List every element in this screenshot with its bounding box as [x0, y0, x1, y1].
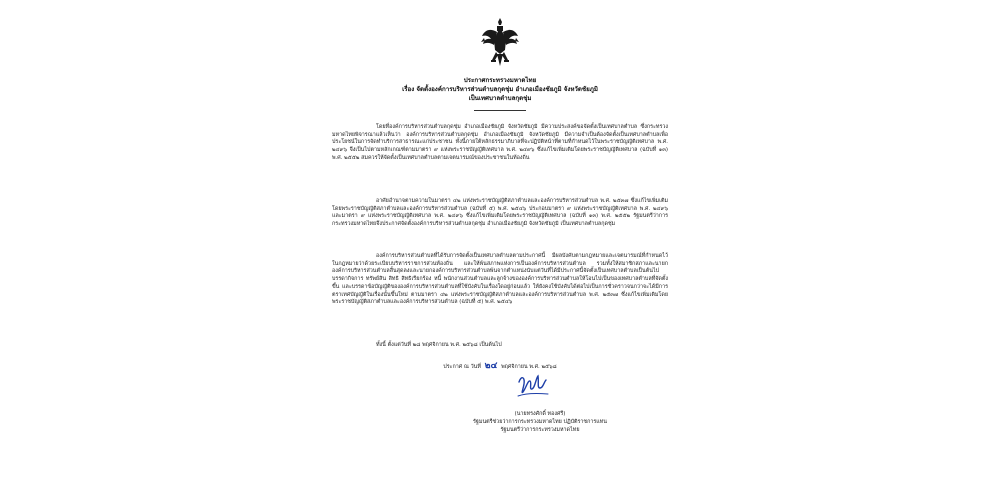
- signer-name: (นายทรงศักดิ์ ทองศรี): [514, 411, 566, 417]
- date-prefix: ประกาศ ณ วันที่: [443, 364, 481, 370]
- paragraph-2: อาศัยอำนาจตามความในมาตรา ๔๒ แห่งพระราชบัญญัติสภาตำบลและองค์การบริหารส่วนตำบล พ.ศ. ๒๕๓๗ ซึ่งแก้ไขเพิ่มเติมโดยพระราชบัญญัติสภาตำบลและองค์การบริหารส่วนตำบล (ฉบับที่ ๕) พ.ศ. ๒๕๔๖ ประกอบมาตรา ๙ แห่งพระราชบัญญัติเทศบาล พ.ศ. ๒๔๙๖ และมาตรา ๙ แห่งพระราชบัญญัติเทศบาล พ.ศ. ๒๔๙๖ ซึ่งแก้ไขเพิ่มเติมโดยพระราชบัญญัติเทศบาล (ฉบับที่ ๑๓) พ.ศ. ๒๕๕๒ รัฐมนตรีว่าการกระทรวงมหาดไทยจึงประกาศจัดตั้งองค์การบริหารส่วนตำบลกุดชุ่ม อำเภอเมืองชัยภูมิ จังหวัดชัยภูมิ เป็นเทศบาลตำบลกุดชุ่ม: [332, 198, 668, 228]
- announcement-title: [330, 76, 670, 103]
- header-line-1: ประกาศกระทรวงมหาดไทย: [463, 77, 537, 84]
- title-divider: [474, 110, 526, 111]
- paragraph-4: ทั้งนี้ ตั้งแต่วันที่ ๒๘ พฤศจิกายน พ.ศ. ๒๕๖๘ เป็นต้นไป: [376, 342, 502, 348]
- date-day-handwritten: ๒๔: [484, 361, 498, 371]
- handwritten-signature: [516, 372, 550, 400]
- paragraph-1: โดยที่องค์การบริหารส่วนตำบลกุดชุ่ม อำเภอเมืองชัยภูมิ จังหวัดชัยภูมิ มีความประสงค์ขอจัดตั้งเป็นเทศบาลตำบล ซึ่งกระทรวงมหาดไทยพิจารณาแล้วเห็นว่า องค์การบริหารส่วนตำบลกุดชุ่ม อำเภอเมืองชัยภูมิ จังหวัดชัยภูมิ มีความจำเป็นต้องจัดตั้งเป็นเทศบาลตำบลเพื่อประโยชน์ในการจัดทำบริการสาธารณะแก่ประชาชน ทั้งนี้ภายใต้หลักธรรมาภิบาลที่จะปฏิบัติหน้าที่ตามที่กำหนดไว้ในพระราชบัญญัติเทศบาล พ.ศ. ๒๔๙๖ จึงเป็นไปตามหลักเกณฑ์ตามมาตรา ๙ แห่งพระราชบัญญัติเทศบาล พ.ศ. ๒๔๙๖ ซึ่งแก้ไขเพิ่มเติมโดยพระราชบัญญัติเทศบาล (ฉบับที่ ๑๓) พ.ศ. ๒๕๕๒ สมควรให้จัดตั้งเป็นเทศบาลตำบลตามเจตนารมณ์ของประชาชนในท้องถิ่น: [332, 124, 668, 161]
- signer-title-1: รัฐมนตรีช่วยว่าการกระทรวงมหาดไทย ปฏิบัติราชการแทน: [473, 419, 607, 425]
- date-line: [332, 362, 668, 371]
- signer-title-2: รัฐมนตรีว่าการกระทรวงมหาดไทย: [500, 427, 580, 433]
- header-line-3: เป็นเทศบาลตำบลกุดชุ่ม: [468, 95, 532, 102]
- header-line-2: เรื่อง จัดตั้งองค์การบริหารส่วนตำบลกุดชุ่ม อำเภอเมืองชัยภูมิ จังหวัดชัยภูมิ: [402, 86, 598, 93]
- date-suffix: พฤศจิกายน พ.ศ. ๒๕๖๘: [501, 364, 557, 370]
- paragraph-3: องค์การบริหารส่วนตำบลที่ได้รับการจัดตั้งเป็นเทศบาลตำบลตามประกาศนี้ มีผลบังคับตามกฎหมายและเจตนารมณ์ที่กำหนดไว้ในกฎหมายว่าด้วยระเบียบบริหารราชการส่วนท้องถิ่น และให้พ้นสภาพแห่งการเป็นองค์การบริหารส่วนตำบล รวมทั้งให้สมาชิกสภาและนายกองค์การบริหารส่วนตำบลสิ้นสุดลงและนายกองค์การบริหารส่วนตำบลพ้นจากตำแหน่งนับแต่วันที่ได้มีประกาศนี้จัดตั้งเป็นเทศบาลตำบลเป็นต้นไป บรรดากิจการ ทรัพย์สิน สิทธิ สิทธิเรียกร้อง หนี้ พนักงานส่วนตำบลและลูกจ้างขององค์การบริหารส่วนตำบลให้โอนไปเป็นของเทศบาลตำบลที่จัดตั้งขึ้น และบรรดาข้อบัญญัติขององค์การบริหารส่วนตำบลที่ใช้บังคับในเรื่องใดอยู่ก่อนแล้ว ให้ยังคงใช้บังคับได้ต่อไปเป็นการชั่วคราวจนกว่าจะได้มีการตราเทศบัญญัติในเรื่องนั้นขึ้นใหม่ ตามมาตรา ๔๒ แห่งพระราชบัญญัติสภาตำบลและองค์การบริหารส่วนตำบล พ.ศ. ๒๕๓๗ ซึ่งแก้ไขเพิ่มเติมโดยพระราชบัญญัติสภาตำบลและองค์การบริหารส่วนตำบล (ฉบับที่ ๕) พ.ศ. ๒๕๔๖: [332, 253, 668, 306]
- garuda-emblem-icon: [480, 16, 520, 68]
- signer-block: [420, 410, 660, 434]
